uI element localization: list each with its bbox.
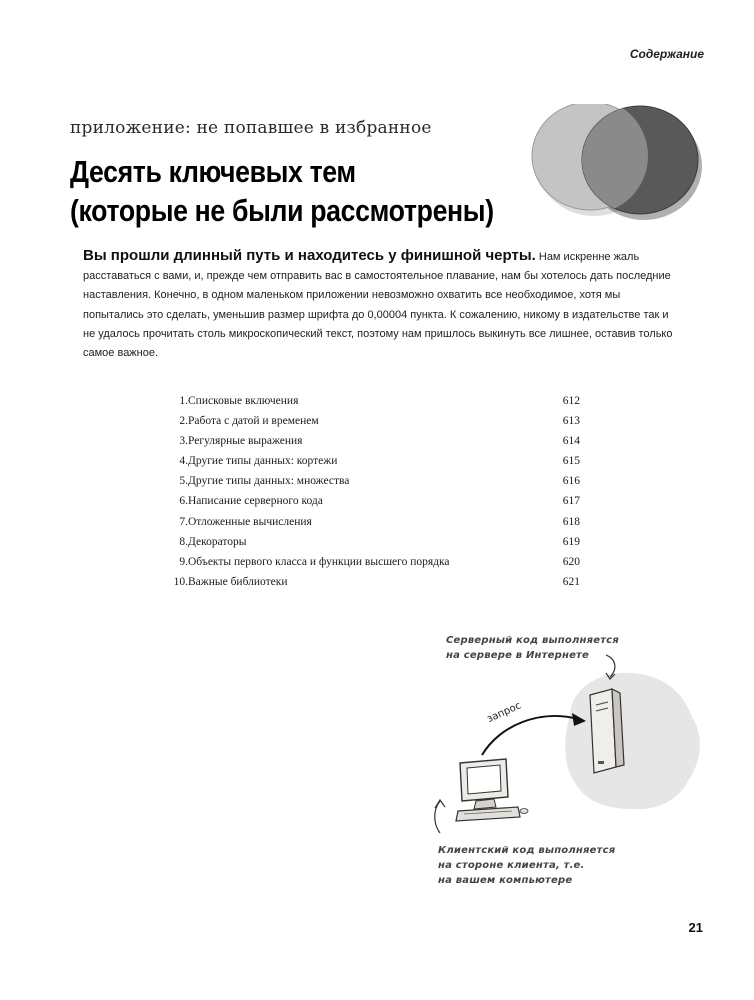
- toc-page: 619: [562, 535, 580, 548]
- toc-item[interactable]: [160, 574, 590, 594]
- toc-page: 616: [562, 475, 580, 488]
- title-line-1: Десять ключевых тем: [70, 154, 356, 189]
- server-icon: [590, 689, 624, 773]
- toc-title: Списковые включения: [188, 395, 299, 407]
- toc-page: 621: [562, 575, 580, 588]
- toc-item[interactable]: [160, 473, 590, 493]
- page-title: [70, 152, 552, 230]
- page-number: 21: [688, 920, 703, 935]
- toc-number: 7.: [179, 515, 188, 528]
- appendix-label: приложение: не попавшее в избранное: [70, 118, 432, 138]
- server-note-line-1: Серверный код выполняется: [446, 635, 619, 646]
- toc-title: Другие типы данных: множества: [188, 475, 350, 488]
- toc-item[interactable]: [160, 534, 590, 554]
- toc-page: 614: [562, 435, 580, 448]
- toc-title: Важные библиотеки: [188, 575, 288, 588]
- client-note-line-3: на вашем компьютере: [438, 875, 573, 886]
- toc-title: Написание серверного кода: [188, 495, 323, 508]
- running-head: Содержание: [629, 47, 704, 61]
- toc-title: Декораторы: [188, 535, 247, 548]
- toc-number: 3.: [179, 435, 188, 448]
- toc-number: 8.: [179, 535, 188, 548]
- toc-title: Отложенные вычисления: [188, 515, 312, 528]
- toc-number: 9.: [179, 555, 188, 568]
- cloud-shape: [565, 673, 700, 809]
- table-of-contents: [160, 393, 590, 594]
- toc-item[interactable]: [160, 453, 590, 473]
- server-note: [446, 633, 619, 663]
- toc-page: 618: [562, 515, 580, 528]
- intro-paragraph: [83, 246, 683, 363]
- request-label: запрос: [485, 700, 523, 725]
- client-note: [438, 843, 615, 888]
- toc-item[interactable]: [160, 554, 590, 574]
- toc-item[interactable]: [160, 493, 590, 513]
- client-note-line-2: на стороне клиента, т.е.: [438, 860, 585, 871]
- toc-number: 2.: [179, 415, 188, 428]
- toc-number: 5.: [179, 475, 188, 488]
- toc-title: Объекты первого класса и функции высшего порядка: [188, 555, 450, 568]
- venn-diagram-icon: [528, 104, 708, 224]
- toc-title: Работа с датой и временем: [188, 415, 319, 428]
- toc-page: 612: [562, 395, 580, 407]
- toc-item[interactable]: [160, 413, 590, 433]
- toc-number: 1.: [179, 395, 188, 407]
- toc-item[interactable]: [160, 514, 590, 534]
- toc-number: 6.: [179, 495, 188, 508]
- toc-number: 10.: [173, 575, 188, 588]
- title-line-2: (которые не были рассмотрены): [70, 193, 494, 228]
- toc-item[interactable]: [160, 433, 590, 453]
- server-note-line-2: на сервере в Интернете: [446, 650, 590, 661]
- toc-item[interactable]: [160, 393, 590, 413]
- intro-body: Нам искренне жаль расставаться с вами, и, прежде чем отправить вас в самостоятельное плавание, нам бы хотелось дать последние наставления. Конечно, в одном маленьком приложении невозможно охватить все необходимое, хотя мы попытались это сделать, уменьшив размер шрифта до 0,00004 пункта. К сожалению, никому в издательстве так и не удалось прочитать столь микроскопический текст, поэтому нам пришлось выкинуть все лишнее, оставив только самое важное.: [83, 251, 673, 360]
- client-note-arrow: [435, 801, 440, 833]
- toc-title: Другие типы данных: кортежи: [188, 455, 338, 468]
- toc-page: 615: [562, 455, 580, 468]
- toc-page: 620: [562, 555, 580, 568]
- toc-page: 617: [562, 495, 580, 508]
- toc-number: 4.: [179, 455, 188, 468]
- toc-title: Регулярные выражения: [188, 435, 303, 448]
- intro-lead: Вы прошли длинный путь и находитесь у финишной черты.: [83, 247, 536, 264]
- computer-icon: [456, 759, 528, 821]
- toc-page: 613: [562, 415, 580, 428]
- client-note-line-1: Клиентский код выполняется: [438, 845, 616, 856]
